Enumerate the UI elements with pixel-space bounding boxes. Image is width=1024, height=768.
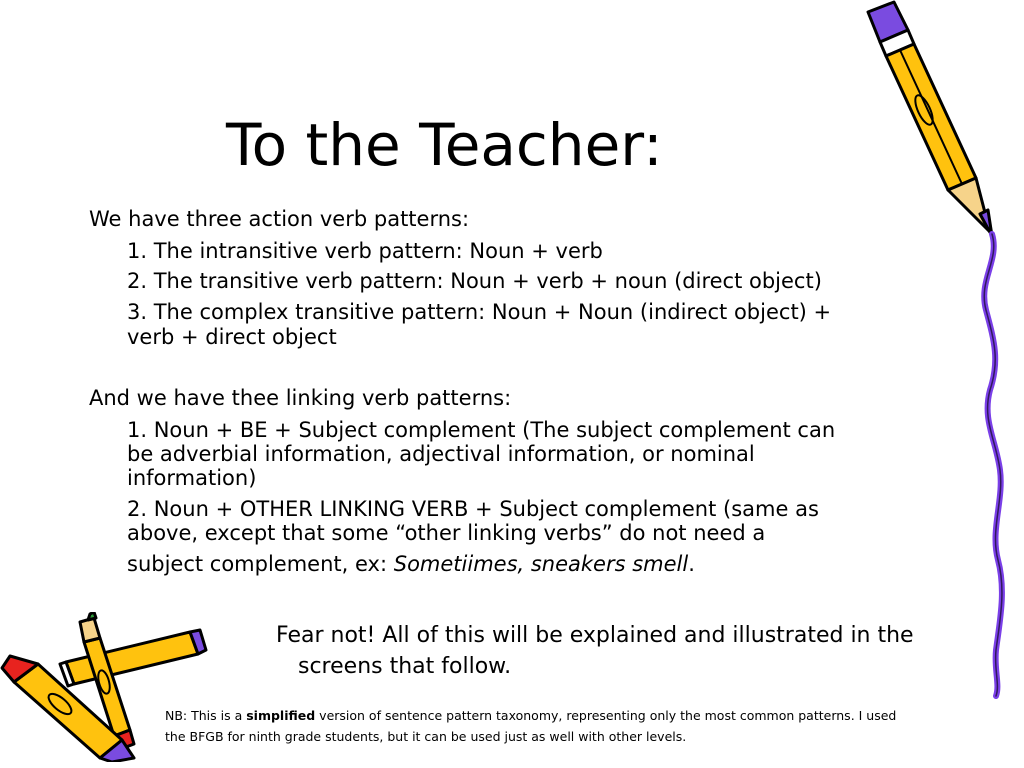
action-item-2: 2. The transitive verb pattern: Noun + verb + noun (direct object) [127,269,822,293]
linking-item-1-line1: 1. Noun + BE + Subject complement (The subject complement can [127,418,836,442]
linking-item-2-line3-suffix: . [688,552,695,576]
action-item-1: 1. The intransitive verb pattern: Noun + verb [127,239,603,263]
action-item-3-line1: 3. The complex transitive pattern: Noun + Noun (indirect object) + [127,300,832,324]
linking-item-2-line3-prefix: subject complement, ex: [127,552,394,576]
linking-item-1-line3: information) [127,466,257,490]
linking-item-2-line2: above, except that some “other linking verbs” do not need a [127,521,766,545]
note-bold: simplified [246,708,316,723]
page-title: To the Teacher: [226,111,663,179]
pencil-icon [850,0,1000,245]
example-sentence: Sometiimes, sneakers smell [393,552,689,576]
linking-item-2-line1: 2. Noun + OTHER LINKING VERB + Subject complement (same as [127,497,819,521]
squiggle-line-icon [960,230,1020,700]
linking-heading: And we have thee linking verb patterns: [89,386,512,410]
action-heading: We have three action verb patterns: [89,207,470,231]
fear-line-2: screens that follow. [298,654,512,679]
action-item-3-line2: verb + direct object [127,325,337,349]
linking-item-2-line3 [127,552,695,576]
linking-item-1-line2: be adverbial information, adjectival information, or nominal [127,442,755,466]
fear-line-1: Fear not! All of this will be explained and illustrated in the [276,623,914,648]
note-prefix: NB: This is a [165,708,247,723]
note-line-1 [165,708,896,724]
note-line-1-rest: version of sentence pattern taxonomy, representing only the most common patterns. I used [315,708,897,723]
note-line-2: the BFGB for ninth grade students, but it can be used just as well with other levels. [165,729,687,744]
